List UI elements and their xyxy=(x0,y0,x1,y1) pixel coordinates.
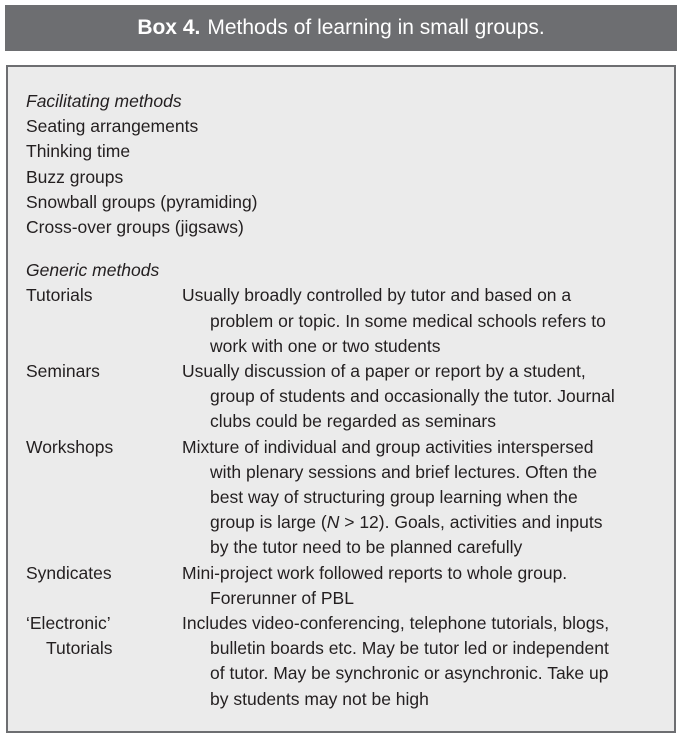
method-description xyxy=(182,283,666,359)
method-row-electronic-tutorials xyxy=(26,611,666,712)
method-term xyxy=(26,611,182,661)
section-spacer xyxy=(26,240,666,258)
method-description-line: by students may not be high xyxy=(210,688,429,709)
method-term xyxy=(26,283,182,308)
box-title: Methods of learning in small groups. xyxy=(207,16,545,39)
facilitating-methods-heading: Facilitating methods xyxy=(26,91,182,111)
method-description-line: Usually broadly controlled by tutor and based on a xyxy=(182,285,572,306)
method-description-line: Usually discussion of a paper or report by a student, xyxy=(182,361,586,382)
method-term-text: Tutorials xyxy=(26,285,93,306)
method-description-line: work with one or two students xyxy=(210,335,441,356)
box-header xyxy=(5,5,677,51)
box-label: Box 4. xyxy=(137,16,201,39)
method-term-text-line2: Tutorials xyxy=(46,638,113,659)
box-panel xyxy=(6,65,676,733)
method-description-line: problem or topic. In some medical schools refers to xyxy=(210,310,606,331)
method-row-seminars xyxy=(26,359,666,435)
method-description-line: group is large (N > 12). Goals, activities and inputs xyxy=(210,512,603,533)
method-term xyxy=(26,561,182,586)
method-description xyxy=(182,359,666,435)
method-description-line: Mini-project work followed reports to whole group. xyxy=(182,562,568,583)
method-description-line: Includes video-conferencing, telephone tutorials, blogs, xyxy=(182,613,610,634)
method-description-line: group of students and occasionally the tutor. Journal xyxy=(210,386,615,407)
method-row-workshops xyxy=(26,435,666,561)
method-term xyxy=(26,359,182,384)
variable-n: N xyxy=(326,512,340,533)
method-term-text: Syndicates xyxy=(26,562,112,583)
method-description xyxy=(182,561,666,611)
facilitating-item: Cross-over groups (jigsaws) xyxy=(26,217,244,238)
box-content xyxy=(26,89,666,712)
facilitating-item: Snowball groups (pyramiding) xyxy=(26,191,258,212)
facilitating-item: Buzz groups xyxy=(26,166,124,187)
method-description-line: best way of structuring group learning when the xyxy=(210,487,578,508)
method-term-text: Seminars xyxy=(26,361,100,382)
method-row-syndicates xyxy=(26,561,666,611)
method-description-line: Forerunner of PBL xyxy=(210,587,354,608)
method-term-text: Workshops xyxy=(26,436,114,457)
method-term-text: ‘Electronic’ xyxy=(26,613,111,634)
method-description-line: with plenary sessions and brief lectures. Often the xyxy=(210,461,598,482)
generic-methods-heading: Generic methods xyxy=(26,260,160,281)
method-description-line: of tutor. May be synchronic or asynchronic. Take up xyxy=(210,663,609,684)
facilitating-item: Thinking time xyxy=(26,141,131,162)
method-row-tutorials xyxy=(26,283,666,359)
facilitating-item: Seating arrangements xyxy=(26,116,199,137)
method-description xyxy=(182,611,666,712)
method-description-line: by the tutor need to be planned carefully xyxy=(210,537,523,558)
method-term xyxy=(26,435,182,460)
method-description-line: Mixture of individual and group activities interspersed xyxy=(182,436,594,457)
method-description-line: bulletin boards etc. May be tutor led or independent xyxy=(210,638,609,659)
method-description xyxy=(182,435,666,561)
method-description-line: clubs could be regarded as seminars xyxy=(210,411,496,432)
